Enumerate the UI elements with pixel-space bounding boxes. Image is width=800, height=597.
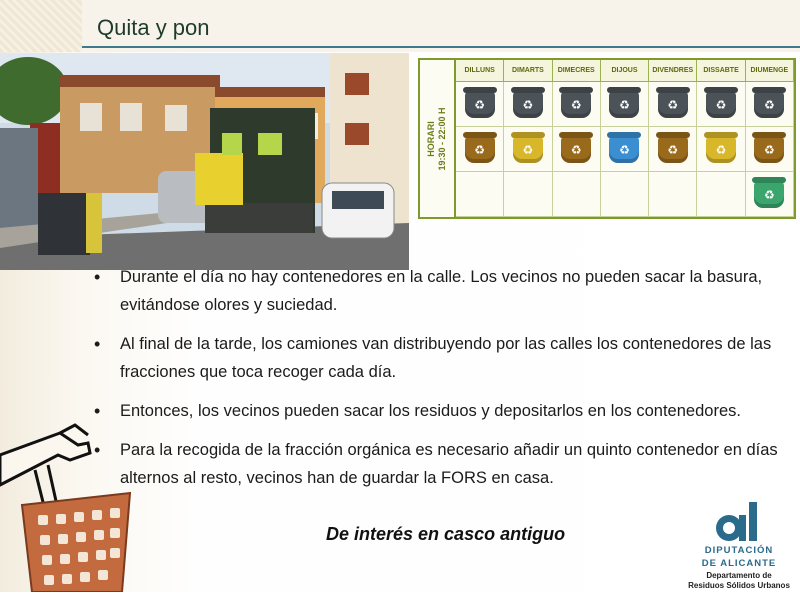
bin-brown-icon — [465, 135, 495, 163]
recycle-icon: ♻ — [667, 98, 679, 112]
bin-grey-icon — [513, 90, 543, 118]
schedule-day-dimarts: DIMARTS — [504, 60, 552, 82]
schedule-cell — [456, 82, 504, 127]
title-underline — [82, 46, 800, 48]
schedule-cell — [601, 172, 649, 217]
logo-line-3: Departamento de — [706, 571, 772, 580]
bin-grey-icon — [561, 90, 591, 118]
schedule-cell — [746, 82, 794, 127]
schedule-cell — [746, 127, 794, 172]
bin-grey-icon — [658, 90, 688, 118]
schedule-cell — [601, 82, 649, 127]
recycle-icon: ♻ — [619, 143, 630, 157]
bullet-item: • Durante el día no hay contenedores en la calle. Los vecinos no pueden sacar la basura, evitándose olores y suciedad. — [92, 263, 782, 319]
schedule-hours-label — [426, 107, 448, 170]
schedule-cell — [746, 172, 794, 217]
schedule-cell — [697, 82, 745, 127]
schedule-day-dijous: DIJOUS — [601, 60, 649, 82]
schedule-cell — [456, 127, 504, 172]
bin-brown-icon — [754, 135, 784, 163]
schedule-grid — [456, 60, 794, 217]
recycle-icon: ♻ — [667, 143, 679, 157]
title-bar — [0, 0, 800, 52]
collection-schedule — [418, 58, 796, 219]
bin-green-icon — [754, 180, 784, 208]
logo-line-1: DIPUTACIÓN — [704, 545, 774, 556]
schedule-day-diumenge: DIUMENGE — [746, 60, 794, 82]
basket-illustration — [0, 415, 150, 592]
recycle-icon: ♻ — [715, 143, 727, 157]
schedule-day-dimecres: DIMECRES — [553, 60, 601, 82]
bin-brown-icon — [658, 135, 688, 163]
schedule-day-dilluns: DILLUNS — [456, 60, 504, 82]
schedule-cell — [553, 172, 601, 217]
recycle-icon: ♻ — [474, 143, 486, 157]
hours-label-range: 19:30 - 22:00 H — [437, 106, 447, 171]
bin-grey-icon — [465, 90, 495, 118]
schedule-cell — [504, 172, 552, 217]
schedule-cell — [504, 82, 552, 127]
schedule-cell — [697, 127, 745, 172]
schedule-cell — [697, 172, 745, 217]
logo-line-2: DE ALICANTE — [701, 558, 777, 569]
hand-basket-icon — [0, 415, 150, 592]
bullet-item: • Al final de la tarde, los camiones van distribuyendo por las calles los contenedores de las fracciones que toca recoger cada día. — [92, 330, 782, 386]
bullet-item: • Entonces, los vecinos pueden sacar los residuos y depositarlos en los contenedores. — [92, 397, 782, 425]
bin-grey-icon — [706, 90, 736, 118]
slide-title: Quita y pon — [97, 15, 210, 40]
schedule-cell — [649, 82, 697, 127]
logo-mark-icon — [687, 500, 797, 544]
diputacion-logo — [684, 500, 800, 592]
schedule-cell — [649, 172, 697, 217]
recycle-icon: ♻ — [522, 143, 534, 157]
recycle-icon: ♻ — [763, 98, 775, 112]
recycle-icon: ♻ — [474, 98, 486, 112]
bin-yellow-icon — [706, 135, 736, 163]
recycle-icon: ♻ — [619, 98, 630, 112]
schedule-cell — [601, 127, 649, 172]
recycle-icon: ♻ — [763, 143, 775, 157]
recycle-icon: ♻ — [570, 98, 582, 112]
bin-blue-icon — [609, 135, 639, 163]
schedule-hours — [420, 60, 456, 217]
street-photo — [0, 53, 409, 270]
bullet-list — [92, 263, 782, 503]
recycle-icon: ♻ — [522, 98, 534, 112]
schedule-day-divendres: DIVENDRES — [649, 60, 697, 82]
recycle-icon: ♻ — [570, 143, 582, 157]
schedule-cell — [553, 127, 601, 172]
street-photo-illustration — [0, 53, 409, 270]
schedule-cell — [649, 127, 697, 172]
logo-line-4: Residuos Sólidos Urbanos — [688, 581, 790, 590]
recycle-icon: ♻ — [763, 188, 775, 202]
interest-note: De interés en casco antiguo — [326, 524, 566, 544]
hours-label-title: HORARI — [426, 120, 436, 157]
corner-decoration — [0, 0, 82, 52]
bin-brown-icon — [561, 135, 591, 163]
bin-yellow-icon — [513, 135, 543, 163]
schedule-cell — [553, 82, 601, 127]
schedule-cell — [456, 172, 504, 217]
recycle-icon: ♻ — [715, 98, 727, 112]
schedule-day-dissabte: DISSABTE — [697, 60, 745, 82]
schedule-cell — [504, 127, 552, 172]
bin-grey-icon — [754, 90, 784, 118]
bullet-item: • Para la recogida de la fracción orgánica es necesario añadir un quinto contenedor en días alternos al resto, vecinos han de guardar la FORS en casa. — [92, 436, 782, 492]
bin-grey-icon — [609, 90, 639, 118]
